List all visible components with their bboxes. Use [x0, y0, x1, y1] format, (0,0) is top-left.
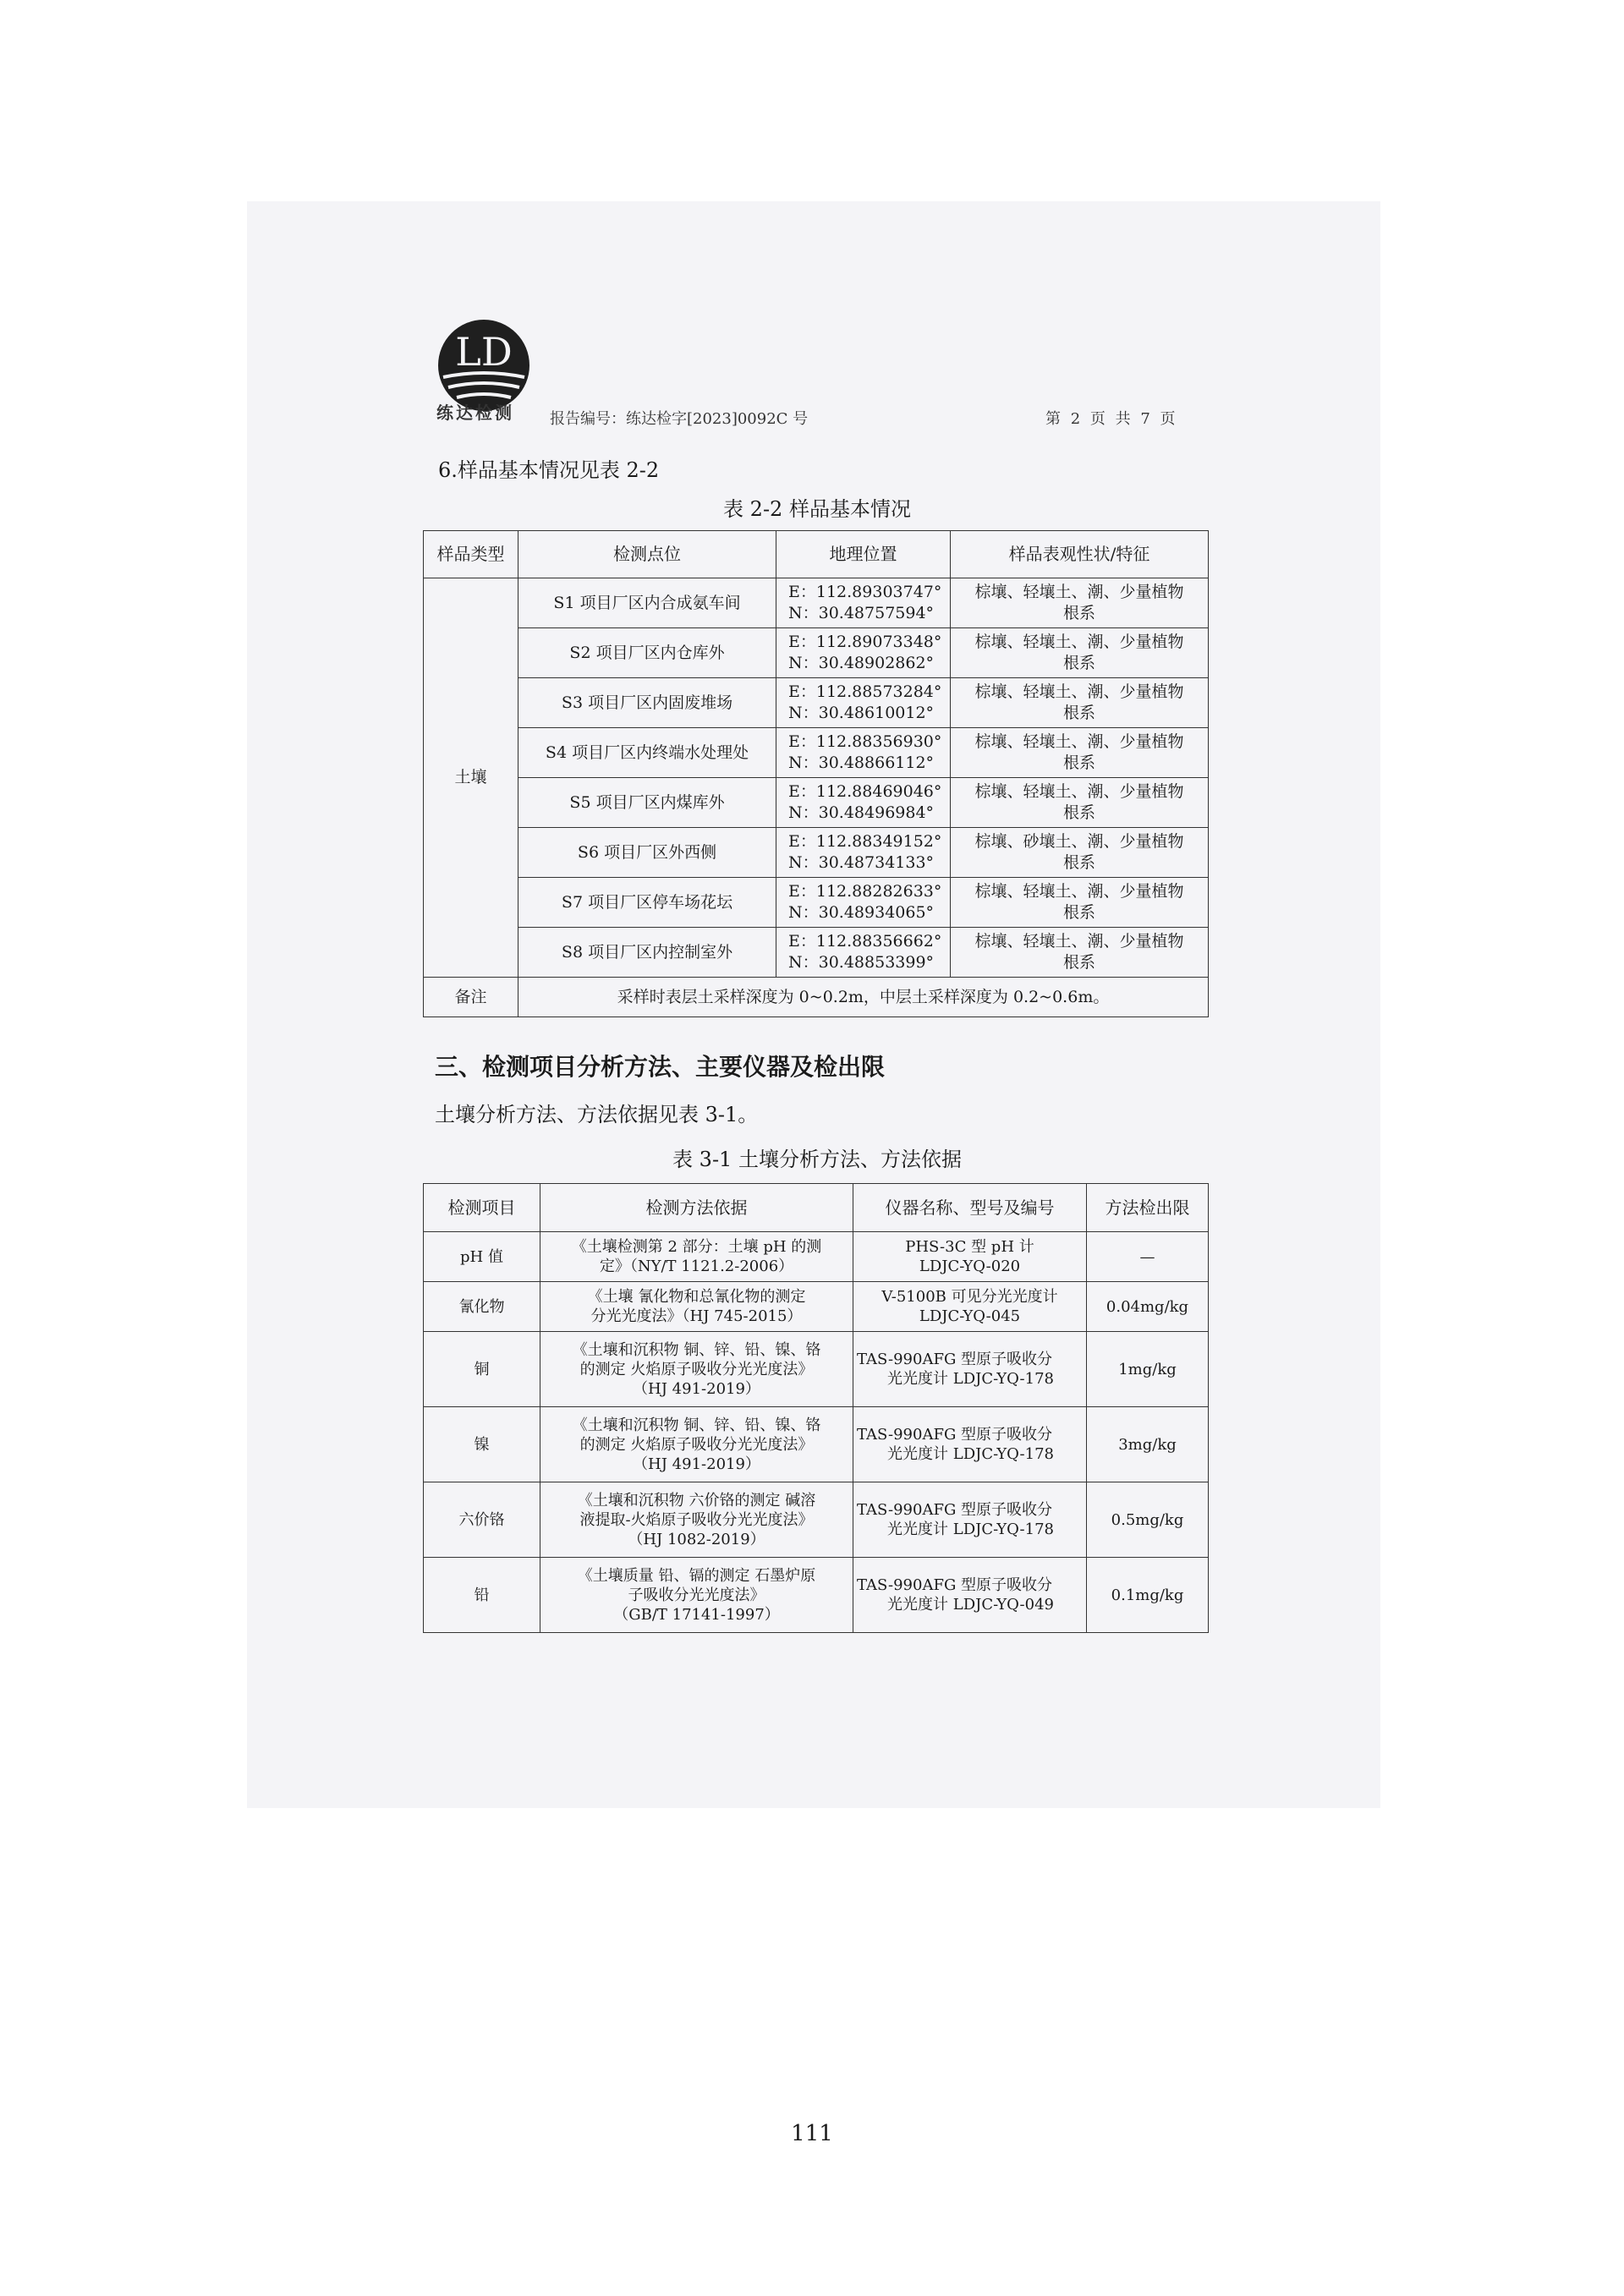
table-row [424, 1282, 1209, 1332]
note-text: 采样时表层土采样深度为 0~0.2m，中层土采样深度为 0.2~0.6m。 [518, 978, 1209, 1017]
location-cell: E：112.88282633° N：30.48934065° [776, 878, 951, 928]
table-3-1-caption: 表 3-1 土壤分析方法、方法依据 [672, 1148, 962, 1171]
table-row [424, 928, 1209, 978]
limit-cell: 0.5mg/kg [1087, 1482, 1209, 1558]
col-header: 地理位置 [776, 531, 951, 578]
location-cell: E：112.88356662° N：30.48853399° [776, 928, 951, 978]
table-row [424, 728, 1209, 778]
instrument-cell: TAS-990AFG 型原子吸收分 光光度计 LDJC-YQ-178 [853, 1407, 1087, 1482]
point-cell: S4 项目厂区内终端水处理处 [518, 728, 776, 778]
limit-cell: 0.04mg/kg [1087, 1282, 1209, 1332]
sample-type-cell: 土壤 [424, 578, 518, 978]
limit-cell: 0.1mg/kg [1087, 1558, 1209, 1633]
note-row [424, 978, 1209, 1017]
page-indicator: 第 2 页 共 7 页 [1045, 410, 1176, 428]
location-cell: E：112.88356930° N：30.48866112° [776, 728, 951, 778]
feature-cell: 棕壤、轻壤土、潮、少量植物 根系 [951, 778, 1209, 828]
section-3-heading: 三、检测项目分析方法、主要仪器及检出限 [435, 1053, 886, 1081]
item-cell: pH 值 [424, 1232, 540, 1282]
table-row [424, 1558, 1209, 1633]
instrument-cell: PHS-3C 型 pH 计 LDJC-YQ-020 [853, 1232, 1087, 1282]
method-cell: 《土壤和沉积物 铜、锌、铅、镍、铬 的测定 火焰原子吸收分光光度法》 （HJ 491-2019） [540, 1332, 853, 1407]
logo-letters: LD [455, 329, 513, 375]
instrument-cell: TAS-990AFG 型原子吸收分 光光度计 LDJC-YQ-178 [853, 1332, 1087, 1407]
feature-cell: 棕壤、轻壤土、潮、少量植物 根系 [951, 578, 1209, 628]
method-cell: 《土壤质量 铅、镉的测定 石墨炉原 子吸收分光光度法》 （GB/T 17141-1997） [540, 1558, 853, 1633]
note-label: 备注 [424, 978, 518, 1017]
table-header-row [424, 531, 1209, 578]
method-cell: 《土壤和沉积物 铜、锌、铅、镍、铬 的测定 火焰原子吸收分光光度法》 （HJ 491-2019） [540, 1407, 853, 1482]
location-cell: E：112.88469046° N：30.48496984° [776, 778, 951, 828]
table-row [424, 628, 1209, 678]
point-cell: S1 项目厂区内合成氨车间 [518, 578, 776, 628]
location-cell: E：112.88349152° N：30.48734133° [776, 828, 951, 878]
method-cell: 《土壤检测第 2 部分：土壤 pH 的测 定》（NY/T 1121.2-2006） [540, 1232, 853, 1282]
table-row [424, 1407, 1209, 1482]
location-cell: E：112.88573284° N：30.48610012° [776, 678, 951, 728]
sample-info-table [423, 530, 1209, 1017]
table-row [424, 1482, 1209, 1558]
table-header-row [424, 1184, 1209, 1232]
table-row [424, 1332, 1209, 1407]
item-cell: 镍 [424, 1407, 540, 1482]
table-2-2-caption: 表 2-2 样品基本情况 [723, 497, 911, 521]
method-table [423, 1183, 1209, 1633]
location-cell: E：112.89073348° N：30.48902862° [776, 628, 951, 678]
point-cell: S5 项目厂区内煤库外 [518, 778, 776, 828]
table-row [424, 578, 1209, 628]
table-row [424, 778, 1209, 828]
col-header: 检测点位 [518, 531, 776, 578]
page-number: 111 [791, 2121, 833, 2146]
feature-cell: 棕壤、轻壤土、潮、少量植物 根系 [951, 678, 1209, 728]
point-cell: S6 项目厂区外西侧 [518, 828, 776, 878]
col-header: 样品类型 [424, 531, 518, 578]
col-header: 检测项目 [424, 1184, 540, 1232]
feature-cell: 棕壤、轻壤土、潮、少量植物 根系 [951, 928, 1209, 978]
point-cell: S3 项目厂区内固废堆场 [518, 678, 776, 728]
feature-cell: 棕壤、轻壤土、潮、少量植物 根系 [951, 878, 1209, 928]
feature-cell: 棕壤、轻壤土、潮、少量植物 根系 [951, 728, 1209, 778]
instrument-cell: V-5100B 可见分光光度计 LDJC-YQ-045 [853, 1282, 1087, 1332]
method-cell: 《土壤和沉积物 六价铬的测定 碱溶 液提取-火焰原子吸收分光光度法》 （HJ 1082-2019） [540, 1482, 853, 1558]
table-row [424, 828, 1209, 878]
section-6-heading: 6.样品基本情况见表 2-2 [438, 458, 660, 482]
instrument-cell: TAS-990AFG 型原子吸收分 光光度计 LDJC-YQ-178 [853, 1482, 1087, 1558]
col-header: 方法检出限 [1087, 1184, 1209, 1232]
point-cell: S2 项目厂区内仓库外 [518, 628, 776, 678]
instrument-cell: TAS-990AFG 型原子吸收分 光光度计 LDJC-YQ-049 [853, 1558, 1087, 1633]
item-cell: 氰化物 [424, 1282, 540, 1332]
limit-cell: 3mg/kg [1087, 1407, 1209, 1482]
col-header: 仪器名称、型号及编号 [853, 1184, 1087, 1232]
location-cell: E：112.89303747° N：30.48757594° [776, 578, 951, 628]
point-cell: S7 项目厂区停车场花坛 [518, 878, 776, 928]
item-cell: 六价铬 [424, 1482, 540, 1558]
table-row [424, 678, 1209, 728]
col-header: 检测方法依据 [540, 1184, 853, 1232]
point-cell: S8 项目厂区内控制室外 [518, 928, 776, 978]
section-3-intro: 土壤分析方法、方法依据见表 3-1。 [435, 1103, 759, 1126]
limit-cell: — [1087, 1232, 1209, 1282]
report-number: 报告编号：练达检字[2023]0092C 号 [550, 410, 809, 428]
feature-cell: 棕壤、砂壤土、潮、少量植物 根系 [951, 828, 1209, 878]
item-cell: 铅 [424, 1558, 540, 1633]
item-cell: 铜 [424, 1332, 540, 1407]
company-name: 练达检测 [436, 403, 514, 423]
method-cell: 《土壤 氰化物和总氰化物的测定 分光光度法》（HJ 745-2015） [540, 1282, 853, 1332]
table-row [424, 1232, 1209, 1282]
feature-cell: 棕壤、轻壤土、潮、少量植物 根系 [951, 628, 1209, 678]
col-header: 样品表观性状/特征 [951, 531, 1209, 578]
table-row [424, 878, 1209, 928]
limit-cell: 1mg/kg [1087, 1332, 1209, 1407]
